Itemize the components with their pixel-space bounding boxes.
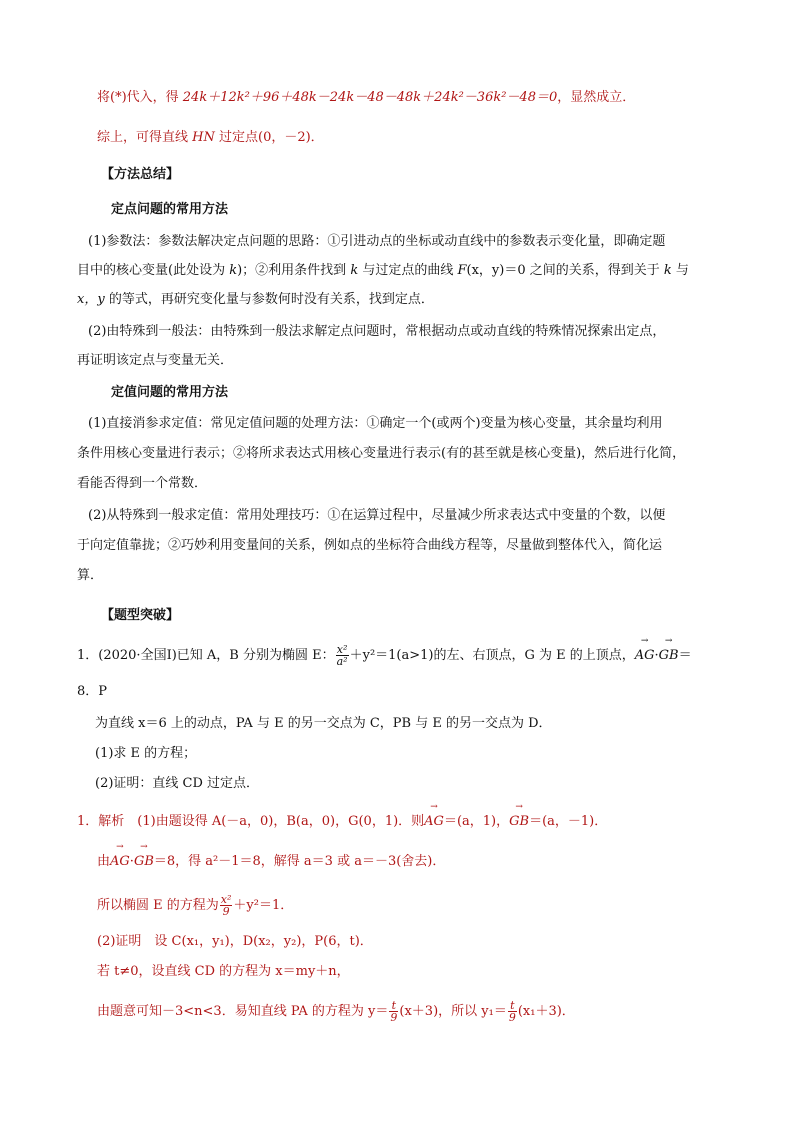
text-span: (1)由题设得 A(－a，0)，B(a，0)，G(0，1)．则 (124, 814, 425, 829)
conclusion-line-name: HN (192, 130, 215, 145)
solution-line-4: (2)证明 设 C(x₁，y₁)，D(x₂，y₂)，P(6，t)． (97, 934, 373, 949)
conclusion-prefix: 综上，可得直线 (97, 130, 193, 145)
ellipse-fraction (336, 644, 349, 667)
text-span: )；②利用条件找到 (237, 263, 351, 278)
fixed-value-method-1-line-3: 看能否得到一个常数． (77, 476, 208, 491)
vector-gb: → GB (134, 852, 154, 872)
vector-ag: → AG (424, 812, 444, 832)
text-span: 已知 A，B 分别为椭圆 E： (176, 648, 335, 663)
slope-fraction (389, 1000, 398, 1023)
text-span: (x₁＋3)． (517, 1004, 575, 1019)
text-span: ＋y²＝1(a>1)的左、右顶点，G 为 E 的上顶点， (349, 648, 635, 663)
slope-fraction (508, 1000, 517, 1023)
fraction-numerator: t (510, 999, 515, 1012)
text-span: 所以椭圆 E 的方程为 (97, 898, 219, 913)
conclusion-suffix: 过定点(0，－2)． (214, 130, 324, 145)
vector-ag: → AG (110, 852, 130, 872)
fixed-point-method-2-line-1: (2)由特殊到一般法：由特殊到一般法求解定点问题时，常根据动点或动直线的特殊情况探索出定点， (88, 324, 666, 339)
problem-1-line-3: 为直线 x＝6 上的动点，PA 与 E 的另一交点为 C，PB 与 E 的另一交点为 D． (95, 716, 552, 731)
fixed-value-title: 定值问题的常用方法 (111, 385, 229, 400)
dot-symbol: · (129, 854, 134, 869)
method-summary-heading: 【方法总结】 (101, 167, 180, 182)
solution-line-2 (97, 852, 445, 872)
substitution-equation: 24k＋12k²＋96＋48k－24k－48－48k＋24k²－36k²－48＝0 (182, 90, 558, 105)
conclusion-line (97, 128, 324, 148)
text-span: ＋y²＝1． (233, 898, 294, 913)
text-span: 的等式，再研究变化量与参数何时没有关系，找到定点． (104, 292, 434, 307)
substitution-suffix: ，显然成立． (557, 90, 636, 105)
ellipse-fraction (220, 894, 233, 917)
fixed-value-method-2-line-2: 于向定值靠拢；②巧妙利用变量间的关系，例如点的坐标符合曲线方程等，尽量做到整体代入，简化运 (77, 538, 663, 553)
text-span: ＝(a，－1)． (529, 814, 608, 829)
fixed-value-method-1-line-2: 条件用核心变量进行表示；②将所求表达式用核心变量进行表示(有的甚至就是核心变量)，然后进行化简， (77, 446, 686, 461)
fraction-numerator: x² (336, 643, 348, 656)
vector-ag: → AG (635, 646, 655, 666)
fraction-denominator: 9 (220, 905, 233, 917)
text-span: (x，y)＝0 之间的关系，得到关于 (466, 263, 664, 278)
var-k: k (663, 263, 672, 278)
fixed-point-method-2-line-2: 再证明该定点与变量无关． (77, 353, 234, 368)
solution-line-1 (77, 812, 607, 832)
dot-symbol: · (654, 648, 659, 663)
fixed-value-method-2-line-3: 算． (77, 568, 104, 583)
vector-gb: → GB (659, 646, 679, 666)
fraction-numerator: t (391, 999, 397, 1012)
problem-1-question-1: (1)求 E 的方程； (95, 746, 197, 761)
text-span: ＝ (678, 648, 692, 663)
fixed-value-method-2-line-1: (2)从特殊到一般求定值：常用处理技巧：①在运算过程中，尽量减少所求表达式中变量的个数，以便 (88, 508, 666, 523)
problem-number: 1． (77, 648, 99, 663)
problem-source: (2020·全国Ⅰ) (98, 648, 177, 663)
var-k: k (229, 263, 238, 278)
fraction-denominator: a² (336, 655, 348, 668)
problem-1-line-2: 8．P (77, 684, 108, 699)
text-span: ＝(a，1)， (443, 814, 510, 829)
fixed-point-method-1-line-2 (77, 261, 689, 281)
text-span: ＝8，得 a²－1＝8，解得 a＝3 或 a＝－3(舍去)． (153, 854, 446, 869)
text-span: 由题意可知－3<n<3．易知直线 PA 的方程为 y＝ (97, 1004, 389, 1019)
var-k: k (350, 263, 359, 278)
fraction-numerator: x² (220, 893, 232, 906)
substitution-prefix: 将(*)代入，得 (97, 90, 183, 105)
problem-types-heading: 【题型突破】 (101, 608, 180, 623)
text-span: (x＋3)，所以 y₁＝ (399, 1004, 507, 1019)
fraction-denominator: 9 (508, 1011, 516, 1024)
vector-gb: → GB (509, 812, 529, 832)
text-span: 与 (671, 263, 689, 278)
text-span: 由 (97, 854, 111, 869)
var-xy: x，y (77, 292, 105, 307)
solution-line-5: 若 t≠0，设直线 CD 的方程为 x＝my＋n， (97, 964, 350, 979)
solution-line-6 (97, 1000, 575, 1023)
fixed-point-title: 定点问题的常用方法 (111, 202, 229, 217)
problem-1-question-2: (2)证明：直线 CD 过定点． (95, 776, 260, 791)
substitution-line (97, 88, 635, 108)
fixed-point-method-1-line-3 (77, 290, 434, 310)
solution-label: 1．解析 (77, 814, 125, 829)
text-span: 与过定点的曲线 (358, 263, 458, 278)
var-f: F (457, 263, 467, 278)
fixed-point-method-1-line-1: (1)参数法：参数法解决定点问题的思路：①引进动点的坐标或动直线中的参数表示变化量，即确定题 (88, 234, 666, 249)
fixed-value-method-1-line-1: (1)直接消参求定值：常见定值问题的处理方法：①确定一个(或两个)变量为核心变量，其余量均利用 (88, 416, 663, 431)
fraction-denominator: 9 (390, 1011, 398, 1024)
solution-line-3 (97, 894, 293, 917)
problem-1-line-1 (77, 644, 692, 667)
text-span: 目中的核心变量(此处设为 (77, 263, 230, 278)
